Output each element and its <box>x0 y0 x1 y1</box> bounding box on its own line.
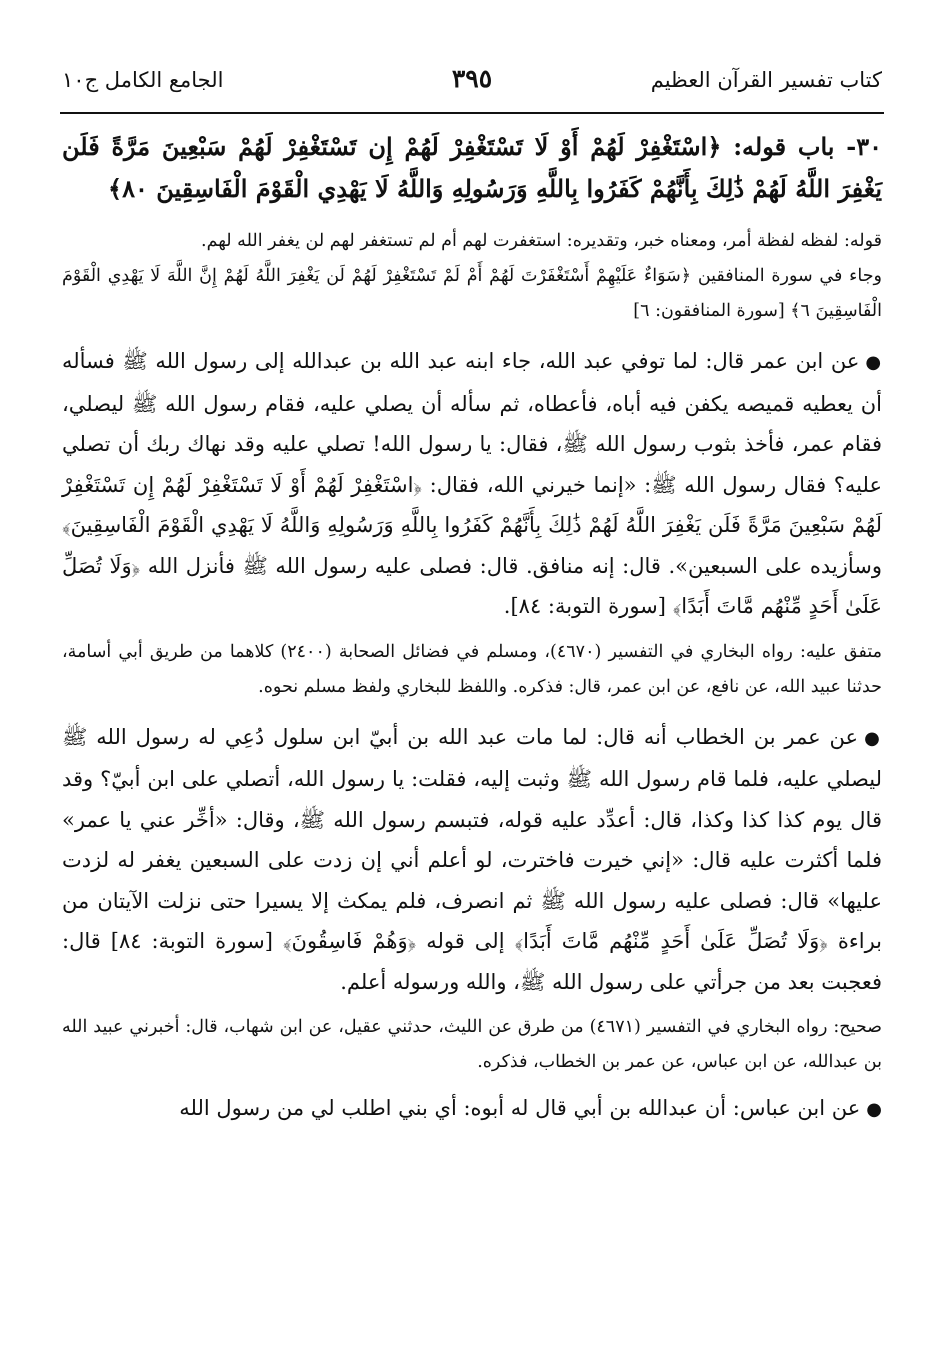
intro-paragraph-1: قوله: لفظه لفظة أمر، ومعناه خبر، وتقديره: استغفرت لهم أم لم تستغفر لهم لن يغفر الله لهم. <box>201 231 882 251</box>
book-title: كتاب تفسير القرآن العظيم <box>650 68 882 92</box>
hadith-2-text: عن عمر بن الخطاب أنه قال: لما مات عبد الله بن أبيّ ابن سلول دُعِي له رسول الله ﷺ ليصلي عليه، فلما قام رسول الله ﷺ وثبت إليه، فقلت: يا رسول الله، أتصلي على ابن أبيّ؟ وقد قال يوم كذا كذا وكذا، قال: أعدِّد عليه قوله، فتبسم رسول الله ﷺ، وقال: «أخِّر عني يا عمر» فلما أكثرت عليه قال: «إني خيرت فاخترت، لو أعلم أني إن زدت على السبعين يغفر له لزدت عليها» قال: فصلى عليه رسول الله ﷺ ثم انصرف، فلم يمكث إلا يسيرا حتى نزلت الآيتان من براءة ﴿وَلَا تُصَلِّ عَلَىٰ أَحَدٍ مِّنْهُم مَّاتَ أَبَدًا﴾ إلى قوله ﴿وَهُمْ فَاسِقُونَ﴾ [سورة التوبة: ٨٤] قال: فعجبت بعد من جرأتي على رسول الله ﷺ، والله ورسوله أعلم. <box>62 724 882 994</box>
takhrij-2: صحيح: رواه البخاري في التفسير (٤٦٧١) من طرق عن الليث، حدثني عقيل، عن ابن شهاب، قال: أخبرني عبيد الله بن عبدالله، عن ابن عباس، عن عمر بن الخطاب، فذكره. <box>62 1017 882 1072</box>
hadith-3-text: عن ابن عباس: أن عبدالله بن أبي قال له أبوه: أي بني اطلب لي من رسول الله <box>179 1096 861 1120</box>
hadith-1-text: عن ابن عمر قال: لما توفي عبد الله، جاء ابنه عبد الله بن عبدالله إلى رسول الله ﷺ فسأله أن يعطيه قميصه يكفن فيه أباه، فأعطاه، ثم سأله أن يصلي عليه، فقام رسول الله ﷺ ليصلي، فقام عمر، فأخذ بثوب رسول الله ﷺ، فقال: يا رسول الله! تصلي عليه وقد نهاك ربك أن تصلي عليه؟ فقال رسول الله ﷺ: «إنما خيرني الله، فقال: ﴿اسْتَغْفِرْ لَهُمْ أَوْ لَا تَسْتَغْفِرْ لَهُمْ إِن تَسْتَغْفِرْ لَهُمْ سَبْعِينَ مَرَّةً فَلَن يَغْفِرَ اللَّهُ لَهُمْ ذَٰلِكَ بِأَنَّهُمْ كَفَرُوا بِاللَّهِ وَرَسُولِهِ وَاللَّهُ لَا يَهْدِي الْقَوْمَ الْفَاسِقِينَ﴾ وسأزيده على السبعين». قال: إنه منافق. قال: فصلى عليه رسول الله ﷺ فأنزل الله ﴿وَلَا تُصَلِّ عَلَىٰ أَحَدٍ مِّنْهُم مَّاتَ أَبَدًا﴾ [سورة التوبة: ٨٤]. <box>62 349 882 618</box>
intro-paragraph-2: وجاء في سورة المنافقين ﴿سَوَاءٌ عَلَيْهِمْ أَسْتَغْفَرْتَ لَهُمْ أَمْ لَمْ تَسْتَغْفِرْ لَهُمْ لَن يَغْفِرَ اللَّهُ لَهُمْ إِنَّ اللَّهَ لَا يَهْدِي الْقَوْمَ الْفَاسِقِينَ ٦﴾ [سورة المنافقون: ٦] <box>62 266 882 321</box>
chapter-verse: ﴿اسْتَغْفِرْ لَهُمْ أَوْ لَا تَسْتَغْفِرْ لَهُمْ إِن تَسْتَغْفِرْ لَهُمْ سَبْعِينَ مَرَّةً فَلَن يَغْفِرَ اللَّهُ لَهُمْ ذَٰلِكَ بِأَنَّهُمْ كَفَرُوا بِاللَّهِ وَرَسُولِهِ وَاللَّهُ لَا يَهْدِي الْقَوْمَ الْفَاسِقِينَ ٨٠﴾ <box>62 132 882 203</box>
volume-label: الجامع الكامل ج١٠ <box>62 68 224 92</box>
bullet-icon: ● <box>865 352 882 373</box>
page-content <box>62 126 882 1131</box>
page-header <box>62 64 882 104</box>
hadith-1 <box>62 341 882 627</box>
hadith-2 <box>62 717 882 1003</box>
hadith-3 <box>62 1088 882 1131</box>
takhrij-1: متفق عليه: رواه البخاري في التفسير (٤٦٧٠)، ومسلم في فضائل الصحابة (٢٤٠٠) كلاهما من طريق أبي أسامة، حدثنا عبيد الله، عن نافع، عن ابن عمر، قال: فذكره. واللفظ للبخاري ولفظ مسلم نحوه. <box>62 641 882 697</box>
chapter-heading <box>62 126 882 210</box>
header-divider <box>60 112 884 114</box>
chapter-title: ٣٠- باب قوله: <box>733 132 883 161</box>
bullet-icon: ● <box>864 727 882 749</box>
page-number: ٣٩٥ <box>451 64 493 93</box>
bullet-icon: ● <box>866 1099 882 1120</box>
